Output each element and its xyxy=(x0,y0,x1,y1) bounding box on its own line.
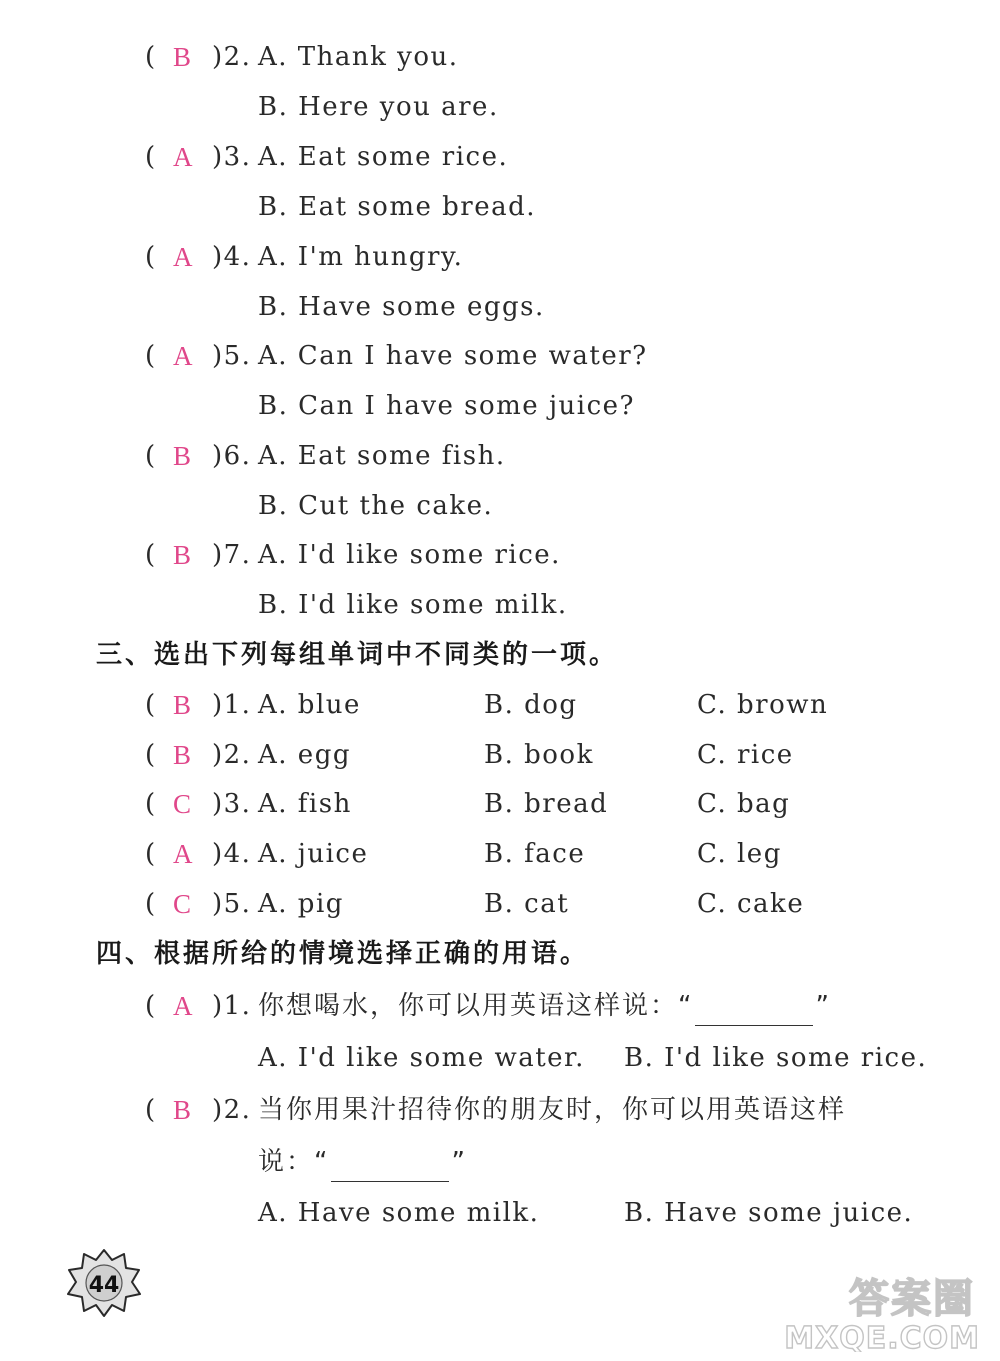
answer-blank[interactable] xyxy=(695,995,813,1026)
paren-open: ( xyxy=(145,839,157,869)
question-number: )5. xyxy=(212,889,252,919)
answer-mark: B xyxy=(173,42,193,72)
option-a: A. Have some milk. xyxy=(258,1198,540,1228)
option-b: B. Cut the cake. xyxy=(258,491,494,521)
prompt-text-line-2: 说：“ xyxy=(258,1147,330,1177)
paren-open: ( xyxy=(145,142,157,172)
answer-mark: A xyxy=(173,142,194,172)
option-a: A. juice xyxy=(258,839,369,869)
answer-mark: A xyxy=(173,341,194,371)
option-b: B. face xyxy=(484,839,586,869)
option-b: B. Here you are. xyxy=(258,92,499,122)
option-b: B. Have some juice. xyxy=(624,1198,914,1228)
option-b: B. cat xyxy=(484,889,570,919)
option-a: A. I'd like some rice. xyxy=(258,540,561,570)
option-a: A. fish xyxy=(258,789,352,819)
answer-mark: B xyxy=(173,441,193,471)
prompt-text-line-1: 当你用果汁招待你的朋友时，你可以用英语这样 xyxy=(258,1095,847,1125)
question-number: )2. xyxy=(212,740,252,770)
paren-open: ( xyxy=(145,242,157,272)
paren-open: ( xyxy=(145,341,157,371)
closing-quote: ” xyxy=(815,991,831,1021)
paren-open: ( xyxy=(145,789,157,819)
option-b: B. Have some eggs. xyxy=(258,292,545,322)
answer-blank[interactable] xyxy=(331,1151,449,1182)
option-a: A. Can I have some water? xyxy=(258,341,648,371)
option-b: B. Can I have some juice? xyxy=(258,391,635,421)
prompt-text-wrapper xyxy=(258,1142,467,1182)
question-number: )3. xyxy=(212,142,252,172)
paren-open: ( xyxy=(145,1095,157,1125)
question-number: )4. xyxy=(212,242,252,272)
option-a: A. pig xyxy=(258,889,344,919)
paren-open: ( xyxy=(145,740,157,770)
option-b: B. Eat some bread. xyxy=(258,192,536,222)
option-b: B. dog xyxy=(484,690,578,720)
question-number: )1. xyxy=(212,991,252,1021)
question-number: )4. xyxy=(212,839,252,869)
answer-mark: A xyxy=(173,839,194,869)
answer-mark: B xyxy=(173,740,193,770)
option-c: C. brown xyxy=(697,690,829,720)
option-c: C. cake xyxy=(697,889,805,919)
option-a: A. egg xyxy=(258,740,351,770)
paren-open: ( xyxy=(145,540,157,570)
watermark-bottom: MXQE.COM xyxy=(784,1321,980,1352)
closing-quote: ” xyxy=(451,1147,467,1177)
answer-mark: B xyxy=(173,690,193,720)
watermark-top: 答案圈 xyxy=(849,1276,975,1322)
prompt-text: 你想喝水，你可以用英语这样说：“ xyxy=(258,991,694,1021)
paren-open: ( xyxy=(145,991,157,1021)
page-number-badge xyxy=(66,1248,142,1320)
answer-mark: C xyxy=(173,889,193,919)
option-a: A. Eat some fish. xyxy=(258,441,506,471)
question-number: )7. xyxy=(212,540,252,570)
watermark-logo xyxy=(730,1272,990,1352)
answer-mark: C xyxy=(173,789,193,819)
section-4-title: 四、根据所给的情境选择正确的用语。 xyxy=(96,939,590,969)
watermark-icon xyxy=(730,1272,990,1352)
option-b: B. book xyxy=(484,740,594,770)
option-b: B. bread xyxy=(484,789,609,819)
option-a: A. I'm hungry. xyxy=(258,242,464,272)
question-number: )2. xyxy=(212,42,252,72)
answer-mark: B xyxy=(173,1095,193,1125)
option-a: A. I'd like some water. xyxy=(258,1043,585,1073)
paren-open: ( xyxy=(145,42,157,72)
option-a: A. Thank you. xyxy=(258,42,459,72)
section-3-title: 三、选出下列每组单词中不同类的一项。 xyxy=(96,640,619,670)
option-a: A. Eat some rice. xyxy=(258,142,509,172)
page-number: 44 xyxy=(88,1273,120,1298)
question-number: )2. xyxy=(212,1095,252,1125)
question-number: )6. xyxy=(212,441,252,471)
question-number: )5. xyxy=(212,341,252,371)
question-number: )3. xyxy=(212,789,252,819)
paren-open: ( xyxy=(145,889,157,919)
answer-mark: A xyxy=(173,242,194,272)
paren-open: ( xyxy=(145,441,157,471)
option-c: C. leg xyxy=(697,839,782,869)
paren-open: ( xyxy=(145,690,157,720)
answer-mark: A xyxy=(173,991,194,1021)
option-b: B. I'd like some milk. xyxy=(258,590,568,620)
option-c: C. bag xyxy=(697,789,791,819)
question-number: )1. xyxy=(212,690,252,720)
gear-badge-icon xyxy=(66,1248,142,1320)
prompt-text-wrapper xyxy=(258,986,831,1026)
option-b: B. I'd like some rice. xyxy=(624,1043,928,1073)
option-c: C. rice xyxy=(697,740,794,770)
option-a: A. blue xyxy=(258,690,361,720)
answer-mark: B xyxy=(173,540,193,570)
